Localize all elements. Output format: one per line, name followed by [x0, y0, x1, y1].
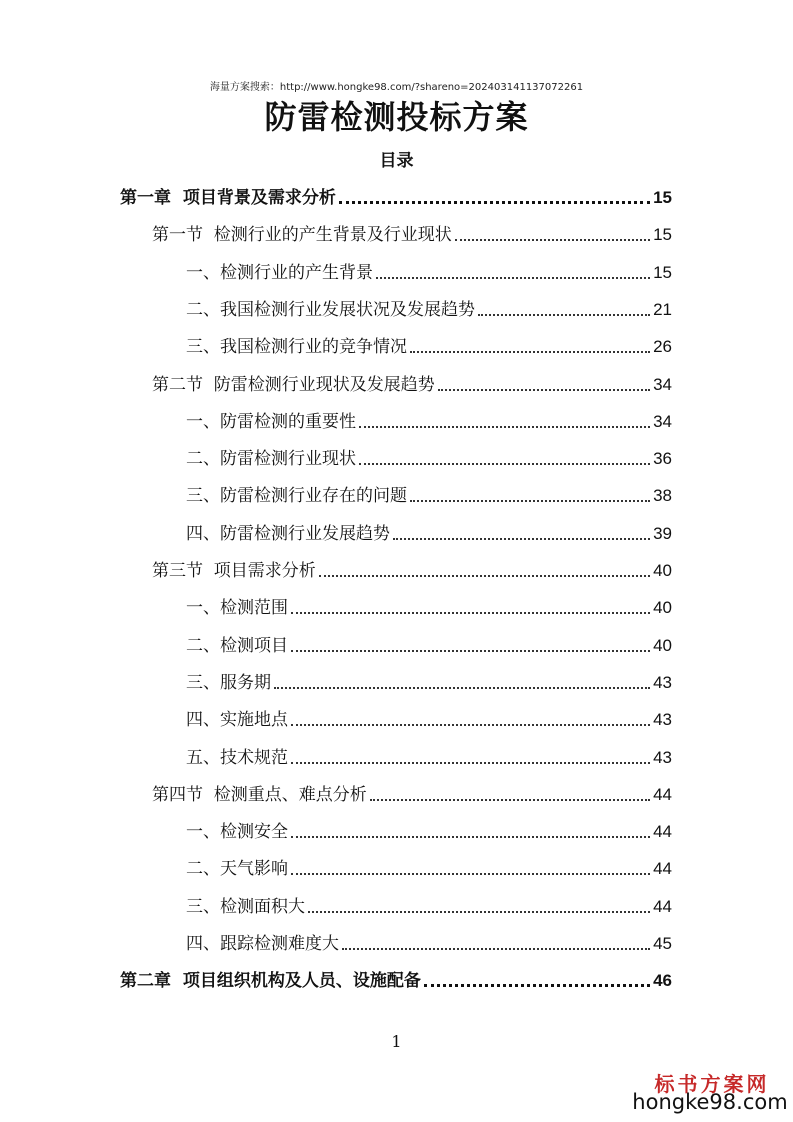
toc-entry-label: 一、检测安全	[186, 822, 288, 843]
toc-entry-page: 45	[653, 934, 672, 953]
toc-entry-label: 一、检测行业的产生背景	[186, 262, 373, 283]
toc-entry-page: 39	[653, 523, 672, 543]
toc-entry-label: 三、检测面积大	[186, 896, 305, 917]
toc-dot-leader	[291, 836, 650, 838]
toc-entry-label: 第三节 项目需求分析	[152, 561, 316, 581]
toc-dot-leader	[370, 799, 650, 801]
toc-subsection-entry[interactable]	[186, 259, 672, 285]
toc-entry-label: 第四节 检测重点、难点分析	[152, 784, 367, 805]
toc-dot-leader	[359, 463, 650, 465]
toc-entry-page: 15	[653, 262, 672, 282]
toc-entry-page: 40	[653, 561, 672, 580]
toc-entry-label: 四、跟踪检测难度大	[186, 934, 339, 954]
toc-dot-leader	[291, 724, 650, 726]
toc-dot-leader	[274, 687, 650, 689]
toc-chapter-entry[interactable]	[120, 967, 672, 993]
toc-entry-page: 44	[653, 784, 672, 804]
toc-subsection-entry[interactable]	[186, 632, 672, 658]
toc-entry-page: 15	[653, 225, 672, 245]
toc-entry-label: 四、实施地点	[186, 710, 288, 731]
toc-entry-label: 第一节 检测行业的产生背景及行业现状	[152, 225, 452, 246]
toc-entry-page: 44	[653, 859, 672, 879]
toc-entry-label: 二、天气影响	[186, 859, 288, 880]
toc-entry-label: 二、我国检测行业发展状况及发展趋势	[186, 299, 475, 320]
toc-entry-page: 15	[653, 188, 672, 207]
toc-entry-page: 40	[653, 598, 672, 618]
toc-dot-leader	[291, 873, 650, 875]
toc-section-entry[interactable]	[152, 221, 672, 247]
toc-dot-leader	[291, 650, 650, 652]
toc-entry-page: 43	[653, 710, 672, 730]
toc-subsection-entry[interactable]	[186, 818, 672, 844]
watermark-logo-cn: 标书方案网	[654, 1072, 770, 1096]
toc-entry-label: 二、检测项目	[186, 635, 288, 656]
toc-subsection-entry[interactable]	[186, 669, 672, 695]
toc-dot-leader	[291, 612, 650, 614]
toc-entry-label: 五、技术规范	[186, 747, 288, 768]
toc-subsection-entry[interactable]	[186, 445, 672, 471]
toc-entry-label: 第一章 项目背景及需求分析	[120, 188, 336, 208]
toc-entry-page: 40	[653, 635, 672, 655]
toc-subsection-entry[interactable]	[186, 408, 672, 434]
toc-dot-leader	[376, 277, 650, 279]
toc-subsection-entry[interactable]	[186, 930, 672, 956]
toc-subsection-entry[interactable]	[186, 855, 672, 881]
toc-entry-page: 43	[653, 747, 672, 767]
toc-subsection-entry[interactable]	[186, 744, 672, 770]
toc-entry-page: 44	[653, 822, 672, 842]
toc-subsection-entry[interactable]	[186, 893, 672, 919]
toc-dot-leader	[438, 389, 650, 391]
toc-dot-leader	[339, 201, 650, 204]
toc-subsection-entry[interactable]	[186, 333, 672, 359]
toc-dot-leader	[478, 314, 650, 316]
toc-dot-leader	[308, 911, 650, 913]
toc-entry-page: 26	[653, 337, 672, 357]
toc-dot-leader	[319, 575, 650, 577]
toc-entry-page: 46	[653, 971, 672, 991]
toc-dot-leader	[424, 984, 650, 987]
toc-dot-leader	[393, 538, 650, 540]
toc-chapter-entry[interactable]	[120, 184, 672, 210]
toc-entry-page: 43	[653, 672, 672, 692]
toc-dot-leader	[455, 239, 650, 241]
toc-section-entry[interactable]	[152, 557, 672, 583]
toc-entry-page: 34	[653, 411, 672, 431]
toc-entry-page: 34	[653, 374, 672, 394]
toc-entry-label: 一、检测范围	[186, 598, 288, 619]
watermark-logo-en: hongke98.com	[632, 1090, 788, 1114]
toc-section-entry[interactable]	[152, 781, 672, 807]
toc-section-entry[interactable]	[152, 371, 672, 397]
toc-entry-label: 三、服务期	[186, 672, 271, 693]
toc-subsection-entry[interactable]	[186, 296, 672, 322]
toc-entry-label: 二、防雷检测行业现状	[186, 449, 356, 470]
toc-subsection-entry[interactable]	[186, 594, 672, 620]
toc-entry-label: 三、我国检测行业的竞争情况	[186, 337, 407, 358]
toc-subsection-entry[interactable]	[186, 482, 672, 508]
header-search-note: 海量方案搜索：http://www.hongke98.com/?shareno=20240314113707226​1	[209, 82, 584, 93]
toc-entry-label: 第二章 项目组织机构及人员、设施配备	[120, 971, 421, 992]
toc-entry-label: 第二节 防雷检测行业现状及发展趋势	[152, 374, 435, 395]
toc-entry-label: 三、防雷检测行业存在的问题	[186, 486, 407, 507]
toc-entry-page: 38	[653, 486, 672, 506]
toc-dot-leader	[359, 426, 650, 428]
page-number: 1	[391, 1032, 402, 1051]
toc-dot-leader	[410, 500, 650, 502]
toc-entry-label: 一、防雷检测的重要性	[186, 411, 356, 432]
document-title: 防雷检测投标方案	[264, 98, 529, 136]
toc-entry-page: 21	[653, 299, 672, 319]
toc-entry-label: 四、防雷检测行业发展趋势	[186, 523, 390, 544]
toc-dot-leader	[410, 351, 650, 353]
toc-heading: 目录	[379, 151, 414, 171]
toc-dot-leader	[342, 948, 650, 950]
toc-subsection-entry[interactable]	[186, 706, 672, 732]
toc-entry-page: 44	[653, 896, 672, 916]
toc-dot-leader	[291, 762, 650, 764]
toc-subsection-entry[interactable]	[186, 520, 672, 546]
toc-entry-page: 36	[653, 449, 672, 469]
